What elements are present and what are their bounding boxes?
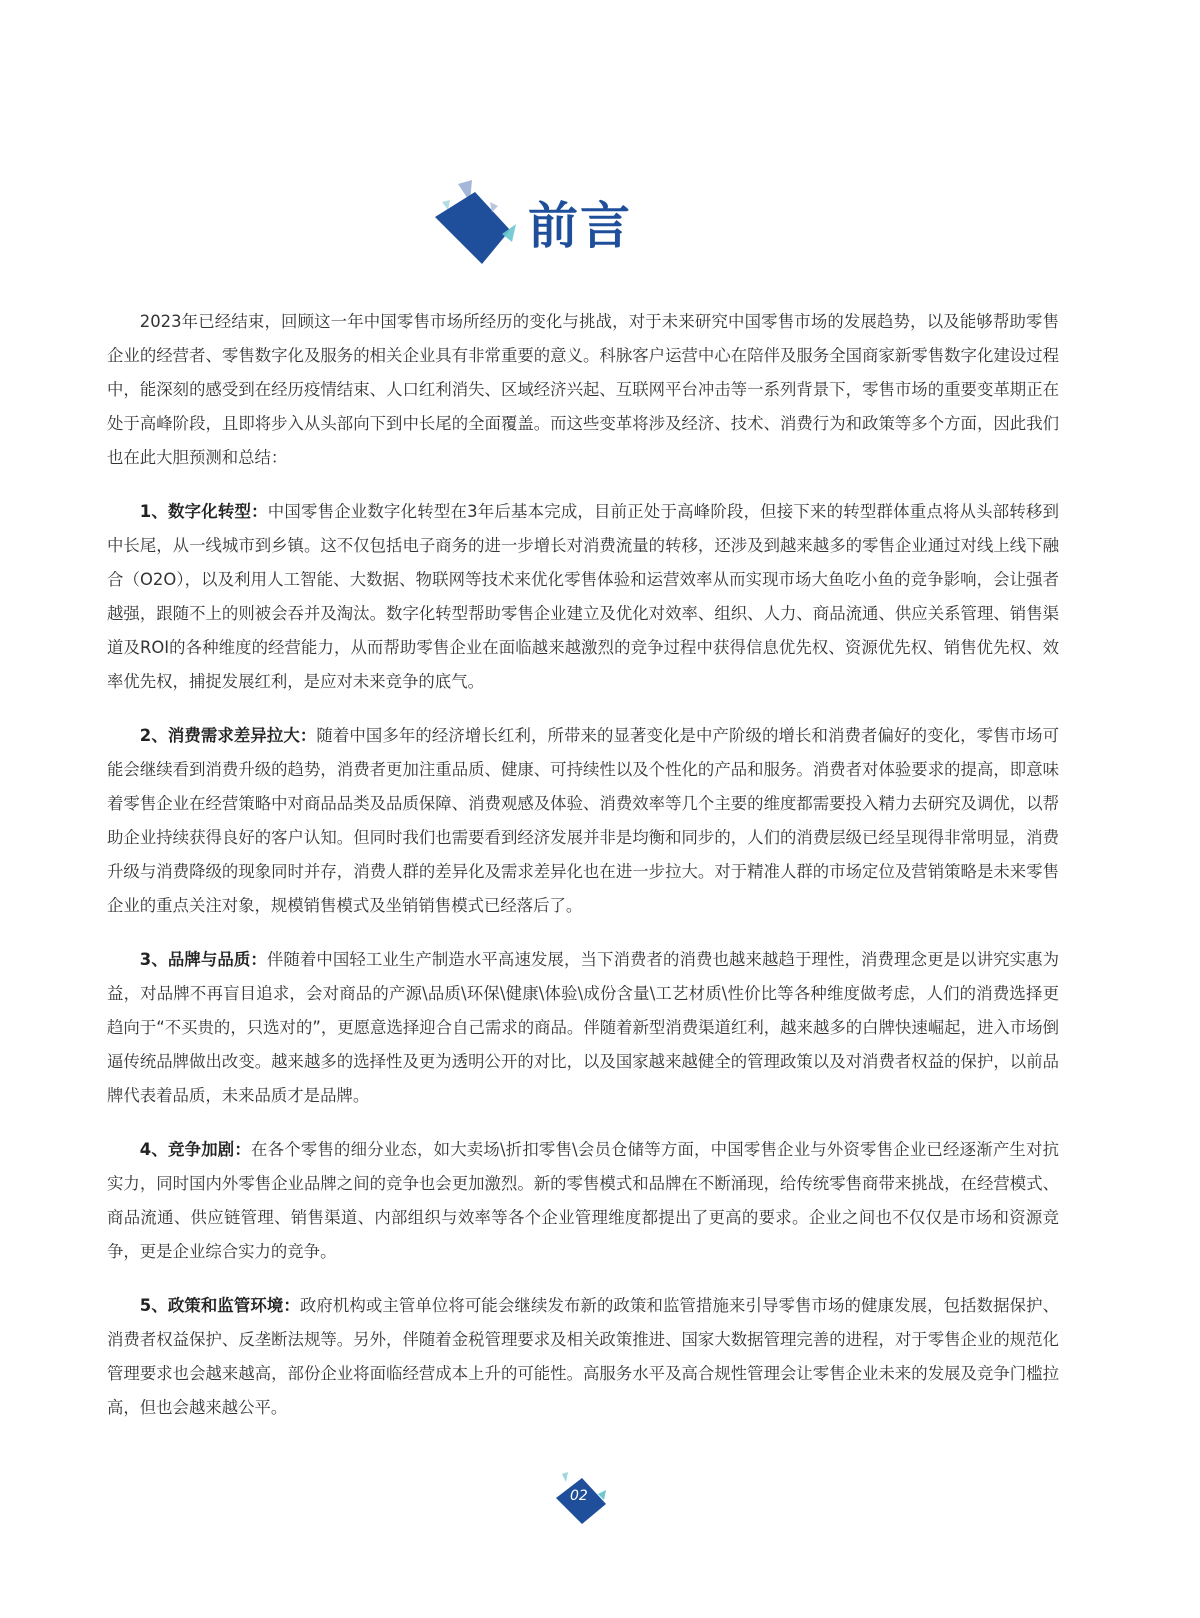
section-body: 随着中国多年的经济增长红利，所带来的显著变化是中产阶级的增长和消费者偏好的变化，零售市场可能会继续看到消费升级的趋势，消费者更加注重品质、健康、可持续性以及个性化的产品和服务。消费者对体验要求的提高，即意味着零售企业在经营策略中对商品品类及品质保障、消费观感及体验、消费效率等几个主要的维度都需要投入精力去研究及调优，以帮助企业持续获得良好的客户认知。但同时我们也需要看到经济发展并非是均衡和同步的，人们的消费层级已经呈现得非常明显，消费升级与消费降级的现象同时并存，消费人群的差异化及需求差异化也在进一步拉大。对于精准人群的市场定位及营销策略是未来零售企业的重点关注对象，规模销售模式及坐销销售模式已经落后了。 (107, 726, 1060, 915)
blue-card-logo-icon (430, 172, 530, 272)
document-body (107, 305, 1059, 1445)
section-1 (107, 495, 1059, 699)
section-heading: 5、政策和监管环境： (139, 1296, 300, 1315)
section-heading: 4、竞争加剧： (139, 1140, 252, 1159)
section-3 (107, 943, 1059, 1113)
section-5 (107, 1289, 1059, 1425)
section-body: 中国零售企业数字化转型在3年后基本完成，目前正处于高峰阶段，但接下来的转型群体重点将从头部转移到中长尾，从一线城市到乡镇。这不仅包括电子商务的进一步增长对消费流量的转移，还涉及到越来越多的零售企业通过对线上线下融合（O2O），以及利用人工智能、大数据、物联网等技术来优化零售体验和运营效率从而实现市场大鱼吃小鱼的竞争影响，会让强者越强，跟随不上的则被会吞并及淘汰。数字化转型帮助零售企业建立及优化对效率、组织、人力、商品流通、供应关系管理、销售渠道及ROI的各种维度的经营能力，从而帮助零售企业在面临越来越激烈的竞争过程中获得信息优先权、资源优先权、销售优先权、效率优先权，捕捉发展红利，是应对未来竞争的底气。 (107, 502, 1060, 691)
page-header (430, 172, 632, 272)
section-4 (107, 1133, 1059, 1269)
page-title: 前言 (528, 197, 632, 255)
section-heading: 1、数字化转型： (139, 502, 268, 521)
section-body: 在各个零售的细分业态，如大卖场\折扣零售\会员仓储等方面，中国零售企业与外资零售企业已经逐渐产生对抗实力，同时国内外零售企业品牌之间的竞争也会更加激烈。新的零售模式和品牌在不断涌现，给传统零售商带来挑战，在经营模式、商品流通、供应链管理、销售渠道、内部组织与效率等各个企业管理维度都提出了更高的要求。企业之间也不仅仅是市场和资源竞争，更是企业综合实力的竞争。 (107, 1140, 1060, 1261)
section-heading: 2、消费需求差异拉大： (139, 726, 317, 745)
section-2 (107, 719, 1059, 923)
page-number: 02 (570, 1488, 588, 1504)
page-number-badge (552, 1468, 612, 1528)
section-heading: 3、品牌与品质： (139, 950, 267, 969)
intro-paragraph: 2023年已经结束，回顾这一年中国零售市场所经历的变化与挑战，对于未来研究中国零售市场的发展趋势，以及能够帮助零售企业的经营者、零售数字化及服务的相关企业具有非常重要的意义。科脉客户运营中心在陪伴及服务全国商家新零售数字化建设过程中，能深刻的感受到在经历疫情结束、人口红利消失、区域经济兴起、互联网平台冲击等一系列背景下，零售市场的重要变革期正在处于高峰阶段，且即将步入从头部向下到中长尾的全面覆盖。而这些变革将涉及经济、技术、消费行为和政策等多个方面，因此我们也在此大胆预测和总结： (107, 312, 1059, 467)
section-body: 伴随着中国轻工业生产制造水平高速发展，当下消费者的消费也越来越趋于理性，消费理念更是以讲究实惠为益，对品牌不再盲目追求，会对商品的产源\品质\环保\健康\体验\成份含量\工艺材质\性价比等各种维度做考虑，人们的消费选择更趋向于“不买贵的，只选对的”，更愿意选择迎合自己需求的商品。伴随着新型消费渠道红利，越来越多的白牌快速崛起，进入市场倒逼传统品牌做出改变。越来越多的选择性及更为透明公开的对比，以及国家越来越健全的管理政策以及对消费者权益的保护，以前品牌代表着品质，未来品质才是品牌。 (107, 950, 1060, 1105)
section-body: 政府机构或主管单位将可能会继续发布新的政策和监管措施来引导零售市场的健康发展，包括数据保护、消费者权益保护、反垄断法规等。另外，伴随着金税管理要求及相关政策推进、国家大数据管理完善的进程，对于零售企业的规范化管理要求也会越来越高，部份企业将面临经营成本上升的可能性。高服务水平及高合规性管理会让零售企业未来的发展及竞争门槛拉高，但也会越来越公平。 (107, 1296, 1060, 1417)
